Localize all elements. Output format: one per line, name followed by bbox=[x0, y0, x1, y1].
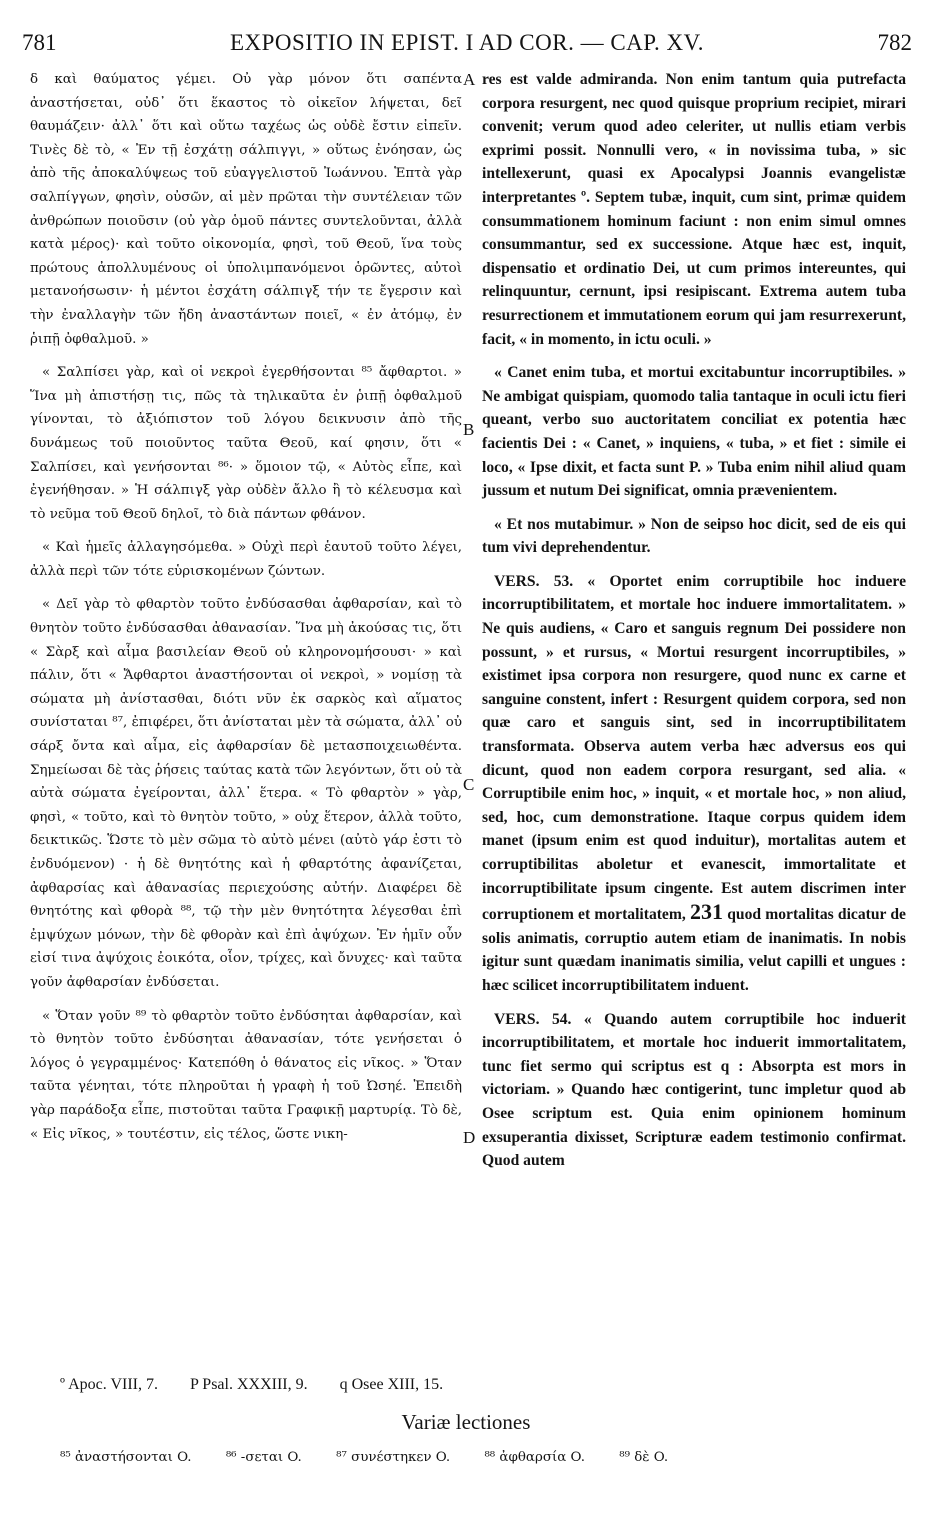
running-title: EXPOSITIO IN EPIST. I AD COR. — CAP. XV. bbox=[229, 30, 705, 55]
variae-lectiones-heading: Variæ lectiones bbox=[401, 1410, 531, 1434]
latin-paragraph: VERS. 54. « Quando autem corruptibile hoc induerit incorruptibilitatem, et mortale hoc induerit immortalitatem, tunc fiet sermo qui scriptus est q : Absorpta est mors in victoriam. » Quando hæc contigerint, tunc impletur quod ab Osee scriptum est. Quia enim opinionem hominum exsuperantia dixisset, Scripturæ eadem testimonio confirmat. Quod autem bbox=[482, 1010, 906, 1170]
variant-reading: ⁸⁸ ἀφθαρσία O. bbox=[484, 1450, 585, 1465]
latin-text: quod mortalitas dicatur de solis animatis, corruptio autem etiam de inanimatis. In nobis igitur sunt quædam inanimatis similia, velut capilli et ungues : hæc scilicet incorruptibilitatem induent. bbox=[482, 906, 906, 994]
variant-reading: ⁸⁷ συνέστηκεν O. bbox=[336, 1450, 451, 1465]
greek-paragraph: « Δεῖ γὰρ τὸ φθαρτὸν τοῦτο ἐνδύσασθαι ἀφθαρσίαν, καὶ τὸ θνητὸν τοῦτο ἐνδύσασθαι ἀθανασίαν. Ἵνα μὴ ἀκούσας τις, ὅτι « Σὰρξ καὶ αἷμα βασιλείαν Θεοῦ οὐ κληρονομήσουσι· » καὶ πάλιν, ὅτι « Ἄφθαρτοι ἀναστήσονται οἱ νεκροὶ, » νομίσῃ τὰ σώματα μὴ ἀνίστασθαι, διότι νῦν ἐκ σαρκὸς καὶ αἵματος συνίσταται ⁸⁷, ἐπιφέρει, ὅτι ἀνίσταται μὲν τὰ σώματα, ἀλλ᾿ οὐ σάρξ ὄντα καὶ αἷμα, εἰς ἀφθαρσίαν δὲ μετασποιχειωθέντα. Σημείωσαι δὲ τὰς ῥήσεις ταύτας κατὰ τῶν λεγόντων, ὅτι οὐ τὰ αὐτὰ σώματα ἐγείρονται, ἀλλ᾿ ἕτερα. « Τὸ φθαρτὸν » γὰρ, φησὶ, « τοῦτο, καὶ τὸ θνητὸν τοῦτο, » οὐχ ἕτερον, ἀλλὰ τοῦτο, δεικτικῶς. Ὥστε τὸ μὲν σῶμα τὸ αὐτὸ μένει (αὐτὸ γάρ ἐστι τὸ ἐνδυόμενον) · ἡ δὲ θνητότης καὶ ἡ φθαρτότης ἀφανίζεται, ἀφθαρσίας καὶ ἀθανασίας περιεχούσης αὐτήν. Διαφέρει δὲ θνητότης καὶ φθορὰ ⁸⁸, τῷ τὴν μὲν θνητότητα λέγεσθαι ἐπὶ ἐμψύχων μόνων, τὴν δὲ φθορὰν καὶ ἐπὶ ἀψύχων. Ἐν ἡμῖν οὖν εἰσί τινα ἀψύχοις ἐοικότα, οἷον, τρίχες, καὶ ὄνυχες· καὶ ταῦτα γοῦν ἀφθαρσίαν ἐνδύσεται. bbox=[30, 597, 462, 990]
latin-paragraph: res est valde admiranda. Non enim tantum quia putrefacta corpora resurgent, nec quod quisque proprium recipiet, mirari convenit; verum quod adeo celeriter, ut nullis etiam verbis exprimi possit. Nonnulli vero, « in novissima tuba, » sic intellexerunt, quasi ex Apocalypsi Joannis evangelistæ interpretantes º. Septem tubæ, inquit, cum sint, primæ quidem consummationem hominum faciunt : non enim simul omnes consummantur, sed ex successione. Atque hæc est, inquit, dispensatio et ordinatio Dei, ut cum primos intereuntes, qui relinquuntur, cernunt, ipsi resipiscant. Extrema autem tuba resurrectionem et immutationem eorum qui jam resurrexerunt, facit, « in momento, in ictu oculi. » bbox=[482, 71, 906, 348]
footnote: º Apoc. VIII, 7. bbox=[60, 1376, 158, 1393]
latin-paragraph: « Et nos mutabimur. » Non de seipso hoc dicit, sed de eis qui tum vivi deprehendentur. bbox=[482, 515, 906, 557]
latin-column bbox=[482, 68, 906, 1183]
greek-paragraph: δ καὶ θαύματος γέμει. Οὐ γὰρ μόνον ὅτι σαπέντα ἀναστήσεται, οὐδ᾿ ὅτι ἕκαστος τὸ οἰκεῖον λήψεται, δεῖ θαυμάζειν· ἀλλ᾿ ὅτι καὶ οὕτω ταχέως ὡς οὐδὲ ἔστιν εἰπεῖν. Τινὲς δὲ τὸ, « Ἐν τῇ ἐσχάτῃ σάλπιγγι, » οὕτως ἐνόησαν, ὡς ἀπὸ τῆς ἀποκαλύψεως τοῦ εὐαγγελιστοῦ Ἰωάννου. Ἑπτὰ γὰρ σαλπίγγων, φησὶν, οὐσῶν, αἱ μὲν πρῶται τὴν συντέλειαν τῶν ἀνθρώπων ποιοῦσιν (οὐ γὰρ ὁμοῦ πάντες συντελοῦνται, ἀλλὰ κατὰ μέρος)· καὶ τοῦτο οἰκονομία, φησὶ, τοῦ Θεοῦ, ἵνα τοὺς πρώτους ἀπολλυμένους οἱ ὑπολιμπανόμενοι ὁρῶντες, αὐτοὶ μετανοήσωσιν· ἡ μέντοι ἐσχάτη σάλπιγξ τήν τε ἔγερσιν καὶ τὴν ἐναλλαγὴν τῶν ἤδη ἀναστάντων ποιεῖ, « ἐν ἀτόμῳ, ἐν ῥιπῇ ὀφθαλμοῦ. » bbox=[30, 72, 462, 347]
variant-reading: ⁸⁹ δὲ O. bbox=[619, 1450, 669, 1465]
running-header bbox=[22, 30, 912, 60]
greek-column bbox=[30, 68, 462, 1156]
variant-reading: ⁸⁶ -σεται O. bbox=[225, 1450, 302, 1465]
footnote: q Osee XIII, 15. bbox=[339, 1376, 444, 1393]
greek-paragraph: « Καὶ ἡμεῖς ἀλλαγησόμεθα. » Οὐχὶ περὶ ἑαυτοῦ τοῦτο λέγει, ἀλλὰ περὶ τῶν τότε εὑρισκομένων ζώντων. bbox=[30, 540, 462, 579]
variae-lectiones-list bbox=[60, 1450, 880, 1465]
variant-reading: ⁸⁵ ἀναστήσονται O. bbox=[60, 1450, 192, 1465]
footnote: P Psal. XXXIII, 9. bbox=[189, 1376, 308, 1393]
footnotes bbox=[60, 1376, 880, 1394]
latin-text: VERS. 53. « Oportet enim corruptibile hoc induere incorruptibilitatem, et mortale hoc induere immortalitatem. » Ne quis audiens, « Caro et sanguis regnum Dei possidere non possunt, » et rursus, « Mortui resurgent incorruptibiles, » existimet ipsa corpora non resurgere, quod nunc ex carne et sanguine constent, infert : Resurgent quidem corpora, sed non quæ caro et sanguis sint, sed in incorruptibilitatem transformata. Observa autem verba hæc adversus eos qui dicunt, quod non eadem corpora resurgant, sed alia. « Corruptibile enim hoc, » inquit, « et mortale hoc, » non aliud, sed, hoc, cum demonstratione. Itaque corpus quidem idem manet (ipsum enim est quod induitur), mortalitas autem et corruptibilitas aboletur et evanescit, immortalitate et incorruptibilitate ipsum cingente. Est autem discrimen inter corruptionem et mortalitatem, bbox=[482, 572, 906, 924]
margin-letter-c: C bbox=[463, 775, 475, 794]
latin-paragraph bbox=[482, 570, 906, 998]
greek-paragraph: « Σαλπίσει γὰρ, καὶ οἱ νεκροὶ ἐγερθήσονται ⁸⁵ ἄφθαρτοι. » Ἵνα μὴ ἀπιστήσῃ τις, πῶς τὰ τηλικαῦτα ἐν ῥιπῇ ὀφθαλμοῦ γίνονται, τὸ ἀξιόπιστον τοῦ λόγου δεικνυσιν ἀπὸ τῆς δυνάμεως τοῦ ποιοῦντος ταῦτα Θεοῦ, καί φησιν, ὅτι « Σαλπίσει, καὶ γενήσονται ⁸⁶· » ὅμοιον τῷ, « Αὐτὸς εἶπε, καὶ ἐγενήθησαν. » Ἡ σάλπιγξ γὰρ οὐδὲν ἄλλο ἢ τὸ κέλευσμα καὶ τὸ νεῦμα τοῦ Θεοῦ δηλοῖ, τὸ διὰ πάντων φθάνον. bbox=[30, 365, 462, 522]
page-number-left: 781 bbox=[22, 30, 57, 55]
margin-letter-d: D bbox=[463, 1128, 476, 1147]
margin-letter-b: B bbox=[463, 420, 475, 439]
latin-paragraph: « Canet enim tuba, et mortui excitabuntur incorruptibiles. » Ne ambigat quispiam, quomodo talia tantaque in oculi ictu fieri queant, verbo suo auctoritatem conciliat ex potentia hæc facientis Dei : « Canet, » inquiens, « tuba, » et fiet : simile ei loco, « Ipse dixit, et facta sunt P. » Tuba enim nihil aliud quam jussum et nutum Dei significat, omnia prævenientem. bbox=[482, 364, 906, 500]
greek-paragraph: « Ὅταν γοῦν ⁸⁹ τὸ φθαρτὸν τοῦτο ἐνδύσηται ἀφθαρσίαν, καὶ τὸ θνητὸν τοῦτο ἐνδύσηται ἀθανασίαν, τότε γενήσεται ὁ λόγος ὁ γεγραμμένος· Κατεπόθη ὁ θάνατος εἰς νῖκος. » Ὅταν ταῦτα γένηται, τότε πληροῦται ἡ γραφὴ ἡ τοῦ Ὠσηέ. Ἐπειδὴ γὰρ παράδοξα εἶπε, πιστοῦται ταῦτα Γραφικῇ μαρτυρίᾳ. Τὸ δὲ, « Εἰς νῖκος, » τουτέστιν, εἰς τέλος, ὥστε νικη- bbox=[30, 1008, 462, 1142]
page-number-right: 782 bbox=[877, 30, 912, 55]
margin-letter-a: A bbox=[463, 70, 476, 89]
column-number: 231 bbox=[689, 899, 723, 925]
